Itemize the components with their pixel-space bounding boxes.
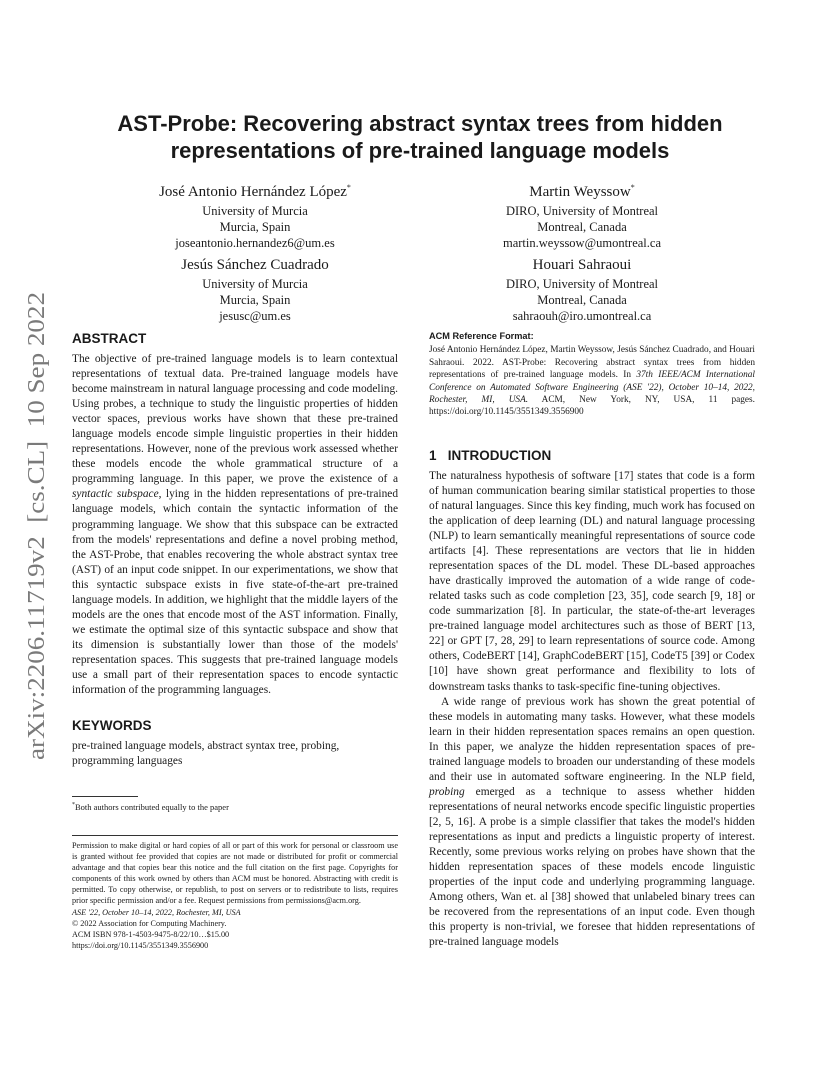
abstract-heading: ABSTRACT [72,331,147,346]
title-line-1: AST-Probe: Recovering abstract syntax trees from hidden [117,111,723,136]
author-block-4 [432,256,732,324]
equal-contribution-mark: * [630,183,635,192]
acm-reference-part-2: ACM, New York, NY, USA, 11 pages. https://doi.org/10.1145/3551349.3556900 [429,395,756,418]
author-block-2 [432,178,732,251]
intro-p2-italic-term: probing [429,785,465,798]
doi-line: https://doi.org/10.1145/3551349.3556900 [72,940,209,950]
acm-reference-venue: 37th IEEE/ACM International Conference on Automated Software Engineering (ASE '22), October 10–14, 2022, Rochester, MI, USA. [429,370,755,406]
footnote-mark: * [72,802,75,808]
abstract-text [72,352,398,698]
author-email: jesusc@um.es [219,309,291,323]
author-affiliation: University of Murcia [202,204,308,218]
author-location: Murcia, Spain [219,220,291,234]
acm-reference-label: ACM Reference Format: [429,331,534,341]
footnote-text: Both authors contributed equally to the paper [75,801,229,812]
footnote-divider [72,796,138,797]
introduction-paragraph-2 [429,695,755,951]
author-affiliation: DIRO, University of Montreal [505,277,659,291]
introduction-section [429,447,755,951]
arxiv-identifier: arXiv:2206.11719v2 [cs.CL] 10 Sep 2022 [24,344,50,760]
keywords-text: pre-trained language models, abstract syntax tree, probing, programming languages [72,740,340,768]
acm-reference-part-1: José Antonio Hernández López, Martin Weyssow, Jesús Sánchez Cuadrado, and Houari Sahraoui. 2022. AST-Probe: Recovering abstract syntax trees from hidden representations of pre-trained language models. In [429,345,755,381]
intro-p2-part-1: A wide range of previous work has shown the great potential of these models in automating many tasks. However, what these models learn in their hidden representation spaces remains an open question. In this paper, we analyze the hidden representation spaces of pre-trained language models to broaden our understanding of these models and their use in automated software engineering. In the NLP field, [429,695,755,783]
keywords-heading: KEYWORDS [72,718,152,734]
introduction-heading: 1 INTRODUCTION [429,447,552,463]
introduction-paragraph-1: The naturalness hypothesis of software [17] states that code is a form of human communication bearing similar statistical properties to those of natural languages. Since this key finding, much work has focused on the application of deep learning (DL) and natural language processing (NLP) to learn semantically meaningful representations of source code artifacts [4]. These representations are vectors that lie in hidden representation spaces of the DL model. These DL-based approaches have drastically improved the automation of a wide range of code-related tasks such as code completion [23, 35], code search [9, 18] or code summarization [8]. In particular, the state-of-the-art leverages pre-trained language model architectures such as those of BERT [13, 22] or GPT [7, 28, 29] to learn representations of source code. Among others, CodeBERT [14], GraphCodeBERT [15], CodeT5 [39] or Codex [10] have shown great performance and flexibility to lots of downstream tasks thanks to task-specific fine-tuning objectives. [429,469,755,693]
acm-reference [429,330,755,419]
author-block-3 [105,256,405,324]
copyright-line: © 2022 Association for Computing Machinery. [72,918,227,928]
right-column [429,330,755,950]
author-email: martin.weyssow@umontreal.ca [503,236,661,250]
equal-contribution-mark: * [346,183,351,192]
author-name: Jesús Sánchez Cuadrado [181,257,329,273]
permission-block [72,840,398,951]
author-location: Murcia, Spain [219,293,291,307]
author-name: Houari Sahraoui [532,257,632,273]
paper-title [80,110,760,164]
abstract-italic-term: syntactic subspace [72,488,159,501]
title-line-2: representations of pre-trained language models [170,138,670,163]
permission-divider [72,835,398,836]
permission-text: Permission to make digital or hard copies of all or part of this work for personal or classroom use is granted without fee provided that copies are not made or distributed for profit or commercial advantage and that copies bear this notice and the full citation on the first page. Copyrights for components of this work owned by others than ACM must be honored. Abstracting with credit is permitted. To copy otherwise, or republish, to post on servers or to redistribute to lists, requires prior specific permission and/or a fee. Request permissions from permissions@acm.org. [72,841,398,906]
author-affiliation: DIRO, University of Montreal [505,204,659,218]
isbn-line: ACM ISBN 978-1-4503-9475-8/22/10…$15.00 [72,929,230,939]
abstract-part-2: , lying in the hidden representations of pre-trained language models, which contain the syntactic information of the programming language. We show that this subspace can be extracted from the models' representations and define a novel probing method, the AST-Probe, that enables recovering the whole abstract syntax tree (AST) of an input code snippet. In our experimentations, we show that this syntactic subspace exists in five state-of-the-art pre-trained language models. In addition, we highlight that the middle layers of the models are the ones that encode most of the AST information. Finally, we estimate the optimal size of this syntactic subspace and show that its dimension is substantially lower than those of the models' representation spaces. This suggests that pre-trained language models use a small part of their representation spaces to encode syntactic information of the programming languages. [72,488,399,697]
author-location: Montreal, Canada [537,220,627,234]
left-column [72,330,398,769]
author-name: José Antonio Hernández López [159,184,347,200]
author-affiliation: University of Murcia [202,277,308,291]
author-email: joseantonio.hernandez6@um.es [175,236,335,250]
author-email: sahraouh@iro.umontreal.ca [512,309,652,323]
author-block-1 [105,178,405,251]
author-location: Montreal, Canada [537,293,627,307]
footnote [72,800,398,813]
arxiv-side-label [22,288,52,760]
author-name: Martin Weyssow [529,184,631,200]
venue-line: ASE '22, October 10–14, 2022, Rochester, MI, USA [72,907,241,917]
intro-p2-part-2: emerged as a technique to assess whether hidden representations of neural networks encode specific linguistic properties [2, 5, 16]. A probe is a simple classifier that takes the model's hidden representations as input and predicts a linguistic property of interest. Recently, some previous works relying on probes have shown that the hidden representation spaces of these models encode linguistic properties of the input code and underlying programming language. Among others, Wan et. al [38] showed that unlabeled binary trees can be recovered from the representations of an input code. Even though this property is non-trivial, we foresee that hidden representations of pre-trained language models [429,785,755,949]
abstract-part-1: The objective of pre-trained language models is to learn contextual representations of textual data. Pre-trained language models have become mainstream in natural language processing and code modeling. Using probes, a technique to study the linguistic properties of hidden vector spaces, previous works have shown that these pre-trained language models encode simple linguistic properties in their hidden representations. However, none of the previous work assessed whether these models encode the whole grammatical structure of a programming language. In this paper, we prove the existence of a [72,353,398,486]
